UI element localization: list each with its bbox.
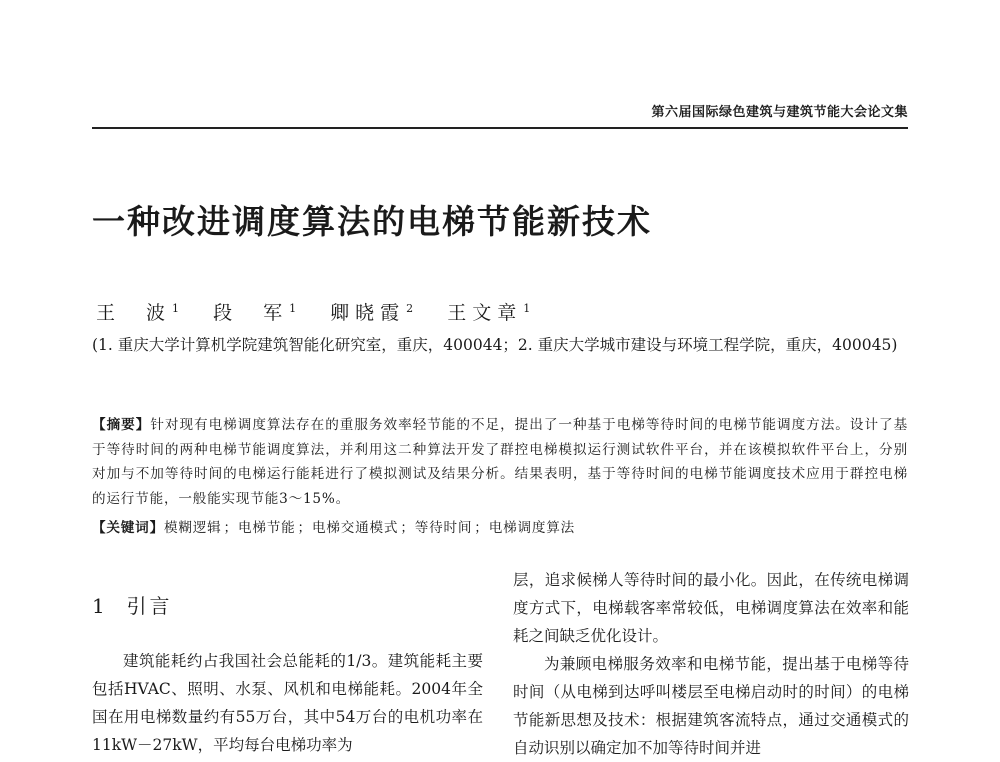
- keywords-tag: 【关键词】: [92, 520, 164, 536]
- keyword-separator: ；: [474, 520, 489, 536]
- keywords: [92, 516, 908, 540]
- keyword-separator: ；: [400, 520, 415, 536]
- paper-title: 一种改进调度算法的电梯节能新技术: [92, 202, 652, 241]
- keyword: 电梯调度算法: [488, 520, 576, 536]
- section-title: 引言: [126, 594, 173, 618]
- author-affil-mark: 2: [406, 301, 414, 315]
- author: [213, 302, 296, 324]
- author-name: 卿晓霞: [330, 302, 406, 324]
- header-rule: [92, 127, 908, 129]
- abstract-tag: 【摘要】: [92, 417, 151, 433]
- author-list: [96, 298, 558, 325]
- keyword: 等待时间: [414, 520, 473, 536]
- section-heading: [92, 590, 172, 619]
- abstract-text: 针对现有电梯调度算法存在的重服务效率轻节能的不足，提出了一种基于电梯等待时间的电梯节能调度方法。设计了基于等待时间的两种电梯节能调度算法，并利用这二种算法开发了群控电梯模拟运行测试软件平台，并在该模拟软件平台上，分别对加与不加等待时间的电梯运行能耗进行了模拟测试及结果分析。结果表明，基于等待时间的电梯节能调度技术应用于群控电梯的运行节能，一般能实现节能3～15%。: [92, 417, 908, 507]
- author-affil-mark: 1: [172, 301, 180, 315]
- affiliation: (1. 重庆大学计算机学院建筑智能化研究室，重庆，400044；2. 重庆大学城市建设与环境工程学院，重庆，400045): [92, 336, 898, 354]
- keyword: 电梯节能: [237, 520, 296, 536]
- author: [447, 302, 530, 324]
- author: [96, 302, 179, 324]
- body-paragraph: 为兼顾电梯服务效率和电梯节能，提出基于电梯等待时间（从电梯到达呼叫楼层至电梯启动时的时间）的电梯节能新思想及技术：根据建筑客流特点，通过交通模式的自动识别以确定加不加等待时间并进: [513, 655, 909, 757]
- author-affil-mark: 1: [289, 301, 297, 315]
- running-head: 第六届国际绿色建筑与建筑节能大会论文集: [651, 105, 908, 120]
- keyword-separator: ；: [223, 520, 238, 536]
- keyword: 模糊逻辑: [163, 520, 222, 536]
- keyword: 电梯交通模式: [311, 520, 399, 536]
- author: [330, 302, 413, 324]
- body-paragraph: 层，追求候梯人等待时间的最小化。因此，在传统电梯调度方式下，电梯载客率常较低，电梯调度算法在效率和能耗之间缺乏优化设计。: [513, 571, 909, 645]
- left-column: [92, 647, 483, 759]
- body-paragraph: 建筑能耗约占我国社会总能耗的1/3。建筑能耗主要包括HVAC、照明、水泵、风机和电梯能耗。2004年全国在用电梯数量约有55万台，其中54万台的电机功率在11kW－27kW，平均每台电梯功率为: [92, 652, 483, 754]
- keyword-separator: ；: [297, 520, 312, 536]
- author-name: 王文章: [447, 302, 523, 324]
- section-number: 1: [92, 594, 108, 618]
- right-column: [513, 566, 909, 762]
- author-name: 王 波: [96, 302, 172, 324]
- abstract: [92, 413, 908, 511]
- author-affil-mark: 1: [523, 301, 531, 315]
- author-name: 段 军: [213, 302, 289, 324]
